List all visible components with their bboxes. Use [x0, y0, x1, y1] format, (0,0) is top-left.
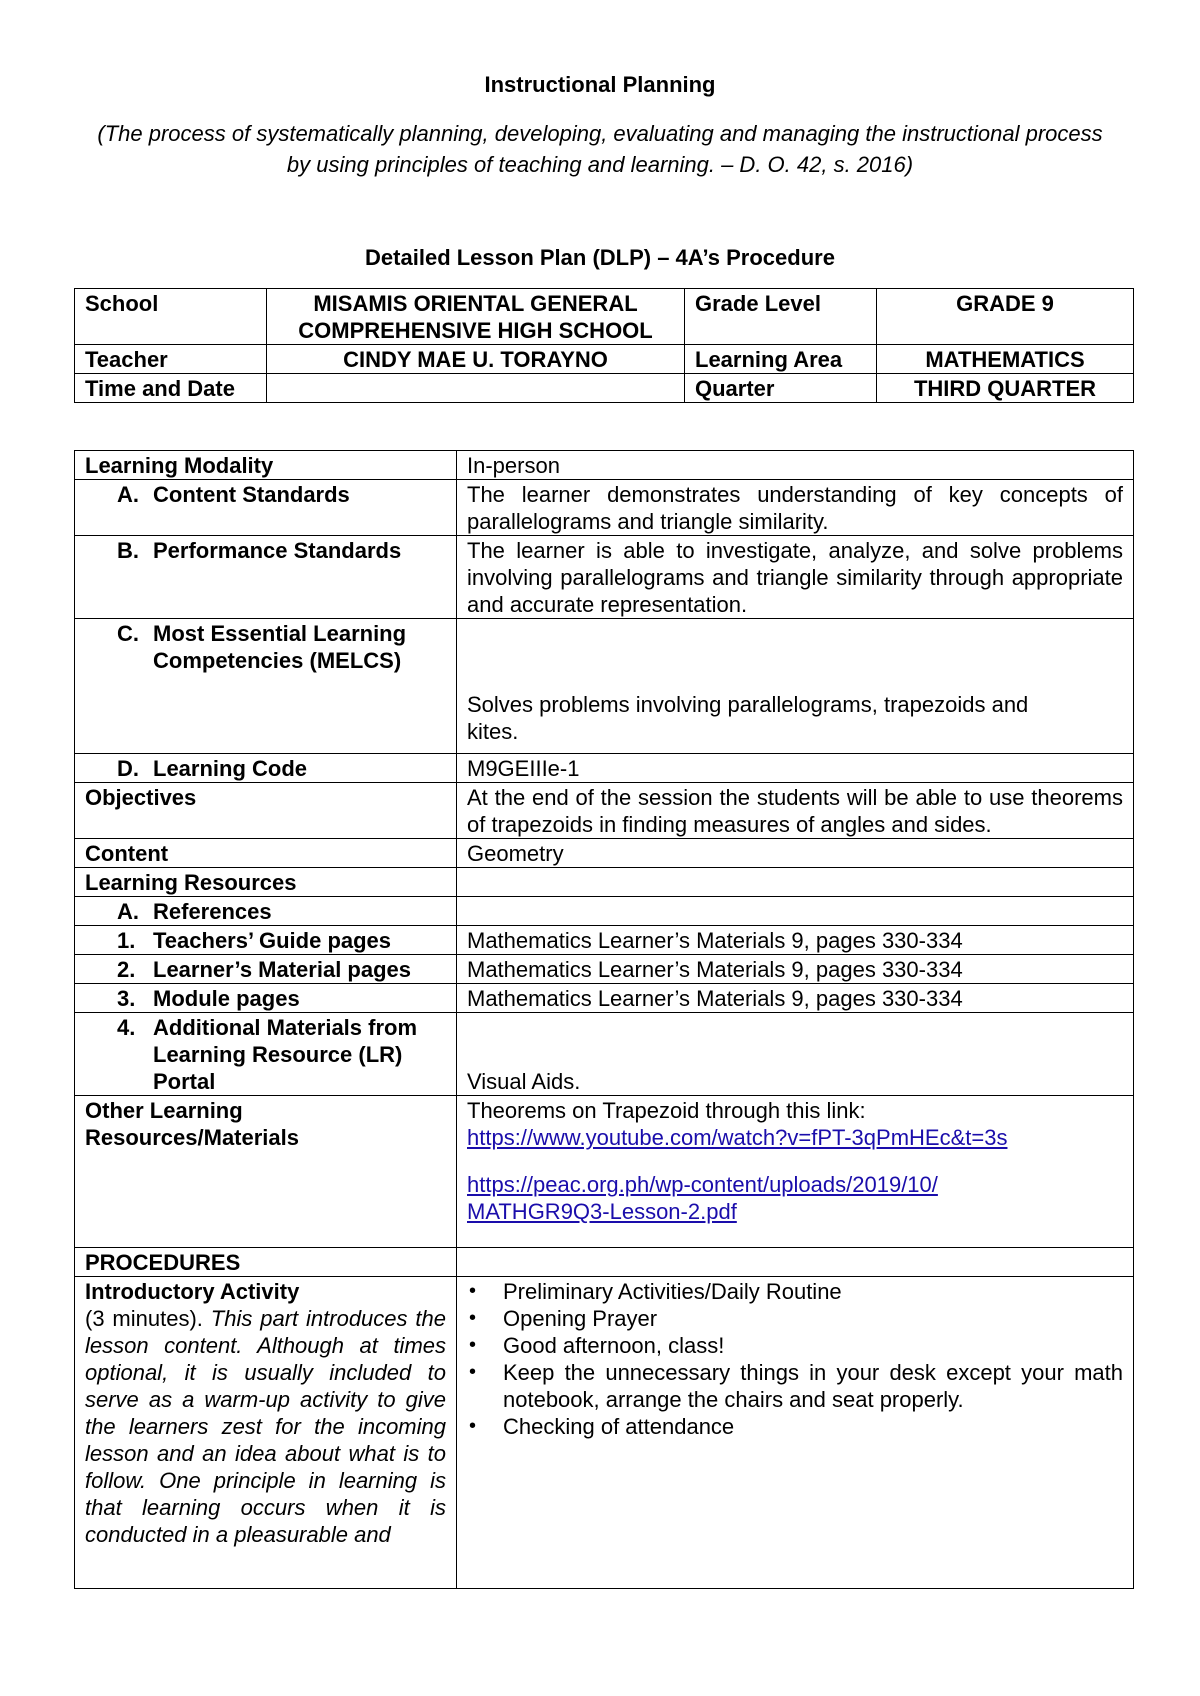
list-item: • Good afternoon, class! [503, 1332, 1123, 1359]
references-label: References [153, 899, 272, 924]
area-value: MATHEMATICS [877, 345, 1134, 374]
school-label: School [75, 289, 267, 345]
info-row-teacher [75, 345, 1134, 374]
quarter-value: THIRD QUARTER [877, 374, 1134, 403]
list-item: • Opening Prayer [503, 1305, 1123, 1332]
grade-label: Grade Level [685, 289, 877, 345]
time-label: Time and Date [75, 374, 267, 403]
other-label: Other Learning Resources/Materials [75, 1096, 457, 1248]
add-num: 4. [117, 1015, 136, 1040]
row-content-standards [75, 480, 1134, 536]
mod-num: 3. [117, 986, 136, 1011]
school-value: MISAMIS ORIENTAL GENERAL COMPREHENSIVE HIGH SCHOOL [267, 289, 685, 345]
lm-value: Mathematics Learner’s Materials 9, pages 330-334 [457, 955, 1134, 984]
content-std-label: Content Standards [153, 482, 350, 507]
intro-desc: This part introduces the lesson content. Although at times optional, it is usually included to serve as a warm-up activity to give the learners zest for the incoming lesson and an idea about what is to follow. One principle in learning is that learning occurs when it is conducted in a pleasurable and [85, 1306, 446, 1547]
dlp-title: Detailed Lesson Plan (DLP) – 4A’s Procedure [365, 245, 835, 270]
youtube-link[interactable]: https://www.youtube.com/watch?v=fPT-3qPmHEc&t=3s [467, 1125, 1008, 1150]
other-intro: Theorems on Trapezoid through this link: [467, 1098, 866, 1123]
mod-label: Module pages [153, 986, 300, 1011]
procedures-label: PROCEDURES [75, 1248, 457, 1277]
content-value: Geometry [457, 839, 1134, 868]
row-procedures [75, 1248, 1134, 1277]
lm-label: Learner’s Material pages [153, 957, 412, 982]
teacher-value: CINDY MAE U. TORAYNO [267, 345, 685, 374]
modality-value: In-person [457, 451, 1134, 480]
mod-value: Mathematics Learner’s Materials 9, pages 330-334 [457, 984, 1134, 1013]
content-std-value: The learner demonstrates understanding of key concepts of parallelograms and triangle similarity. [457, 480, 1134, 536]
references-letter: A. [117, 899, 139, 924]
tg-label: Teachers’ Guide pages [153, 928, 392, 953]
add-label: Additional Materials from Learning Resource (LR) Portal [153, 1015, 418, 1094]
objectives-value: At the end of the session the students will be able to use theorems of trapezoids in finding measures of angles and sides. [457, 783, 1134, 839]
page-title: Instructional Planning [484, 72, 716, 97]
area-label: Learning Area [685, 345, 877, 374]
row-other-resources [75, 1096, 1134, 1248]
time-value [267, 374, 685, 403]
code-label: Learning Code [153, 756, 308, 781]
tg-num: 1. [117, 928, 136, 953]
perf-std-value: The learner is able to investigate, analyze, and solve problems involving parallelograms and triangle similarity through appropriate and accurate representation. [457, 536, 1134, 619]
content-label: Content [75, 839, 457, 868]
intro-activity-list [467, 1278, 1123, 1440]
list-item: • Preliminary Activities/Daily Routine [503, 1278, 1123, 1305]
content-std-letter: A. [117, 482, 139, 507]
melc-label: Most Essential Learning Competencies (MELCS) [153, 621, 407, 673]
row-additional-materials [75, 1013, 1134, 1096]
list-item: • Checking of attendance [503, 1413, 1123, 1440]
modality-label: Learning Modality [75, 451, 457, 480]
row-learning-code [75, 754, 1134, 783]
peac-link[interactable]: https://peac.org.ph/wp-content/uploads/2019/10/ MATHGR9Q3-Lesson-2.pdf [467, 1172, 938, 1224]
grade-value: GRADE 9 [877, 289, 1134, 345]
row-content [75, 839, 1134, 868]
plan-table [74, 450, 1134, 1589]
row-melcs [75, 619, 1134, 754]
row-learning-resources [75, 868, 1134, 897]
melc-letter: C. [117, 621, 139, 646]
intro-label: Introductory Activity [85, 1279, 300, 1304]
row-performance-standards [75, 536, 1134, 619]
info-row-time [75, 374, 1134, 403]
row-introductory-activity [75, 1277, 1134, 1589]
melc-value: Solves problems involving parallelograms, trapezoids and kites. [467, 692, 1029, 744]
row-learners-material [75, 955, 1134, 984]
info-table [74, 288, 1134, 403]
teacher-label: Teacher [75, 345, 267, 374]
objectives-label: Objectives [75, 783, 457, 839]
info-row-school [75, 289, 1134, 345]
row-modality [75, 451, 1134, 480]
row-references [75, 897, 1134, 926]
row-module-pages [75, 984, 1134, 1013]
code-value: M9GEIIIe-1 [457, 754, 1134, 783]
list-item: • Keep the unnecessary things in your desk except your math notebook, arrange the chairs and seat properly. [503, 1359, 1123, 1413]
intro-time: (3 minutes). [85, 1306, 203, 1331]
resources-label: Learning Resources [75, 868, 457, 897]
page-subtitle: (The process of systematically planning, developing, evaluating and managing the instructional process by using principles of teaching and learning. – D. O. 42, s. 2016) [97, 121, 1103, 177]
perf-std-label: Performance Standards [153, 538, 402, 563]
row-teachers-guide [75, 926, 1134, 955]
row-objectives [75, 783, 1134, 839]
tg-value: Mathematics Learner’s Materials 9, pages 330-334 [457, 926, 1134, 955]
code-letter: D. [117, 756, 139, 781]
lm-num: 2. [117, 957, 136, 982]
quarter-label: Quarter [685, 374, 877, 403]
add-value: Visual Aids. [457, 1013, 1134, 1096]
perf-std-letter: B. [117, 538, 139, 563]
